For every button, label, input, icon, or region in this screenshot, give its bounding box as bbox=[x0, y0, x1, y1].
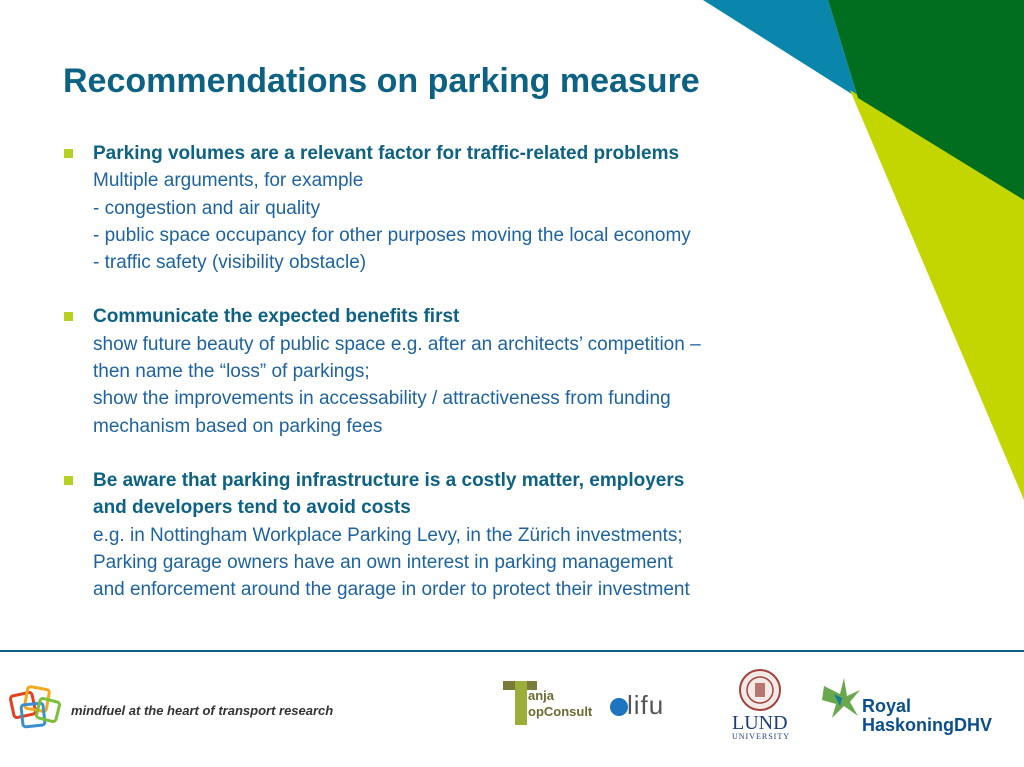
bullet-text: then name the “loss” of parkings; bbox=[93, 361, 370, 383]
bullet-marker-icon bbox=[64, 149, 73, 158]
bullet-text: Parking garage owners have an own interest in parking management bbox=[93, 551, 673, 573]
bullet-list bbox=[62, 140, 832, 603]
bullet-text: - public space occupancy for other purposes moving the local economy bbox=[93, 224, 691, 246]
tanja-logo-line2: opConsult bbox=[528, 704, 593, 719]
bullet-heading: and developers tend to avoid costs bbox=[93, 497, 411, 519]
mindfuel-logo bbox=[8, 684, 66, 732]
bullet-heading: Communicate the expected benefits first bbox=[93, 306, 460, 328]
bullet-text: - congestion and air quality bbox=[93, 197, 321, 219]
lund-logo-subtext: UNIVERSITY bbox=[732, 732, 790, 741]
footer-divider bbox=[0, 650, 1024, 652]
lifu-logo-text: lifu bbox=[627, 690, 665, 720]
bullet-item bbox=[62, 303, 832, 439]
royal-haskoning-logo-line1: Royal bbox=[862, 696, 912, 716]
tanja-logo-line1: anja bbox=[528, 688, 555, 703]
lund-seal-icon bbox=[738, 668, 782, 712]
bullet-heading: Be aware that parking infrastructure is a costly matter, employers bbox=[93, 469, 685, 491]
bullet-item bbox=[62, 467, 832, 603]
bullet-text: show the improvements in accessability / attractiveness from funding bbox=[93, 388, 671, 410]
corner-green-shape bbox=[828, 0, 1024, 200]
bullet-text: show future beauty of public space e.g. after an architects’ competition – bbox=[93, 333, 701, 355]
tanja-logo-text bbox=[528, 688, 592, 720]
bullet-marker-icon bbox=[64, 312, 73, 321]
bullet-text: e.g. in Nottingham Workplace Parking Levy, in the Zürich investments; bbox=[93, 524, 683, 546]
royal-haskoning-logo-line2: HaskoningDHV bbox=[862, 715, 993, 735]
bullet-text: Multiple arguments, for example bbox=[93, 170, 364, 192]
bullet-marker-icon bbox=[64, 476, 73, 485]
bullet-text: mechanism based on parking fees bbox=[93, 415, 383, 437]
slide-title: Recommendations on parking measure bbox=[63, 62, 700, 100]
corner-blue-shape bbox=[703, 0, 858, 98]
lifu-dot-icon bbox=[609, 697, 629, 717]
bullet-text: - traffic safety (visibility obstacle) bbox=[93, 252, 367, 274]
footer-tagline: mindfuel at the heart of transport research bbox=[71, 703, 334, 718]
corner-lime-shape bbox=[850, 90, 1024, 500]
bullet-text: and enforcement around the garage in order to protect their investment bbox=[93, 579, 690, 601]
lund-logo-text: LUND bbox=[732, 712, 788, 734]
bullet-item bbox=[62, 140, 832, 276]
royal-haskoning-star-icon bbox=[820, 676, 862, 720]
bullet-heading: Parking volumes are a relevant factor for traffic-related problems bbox=[93, 143, 680, 164]
